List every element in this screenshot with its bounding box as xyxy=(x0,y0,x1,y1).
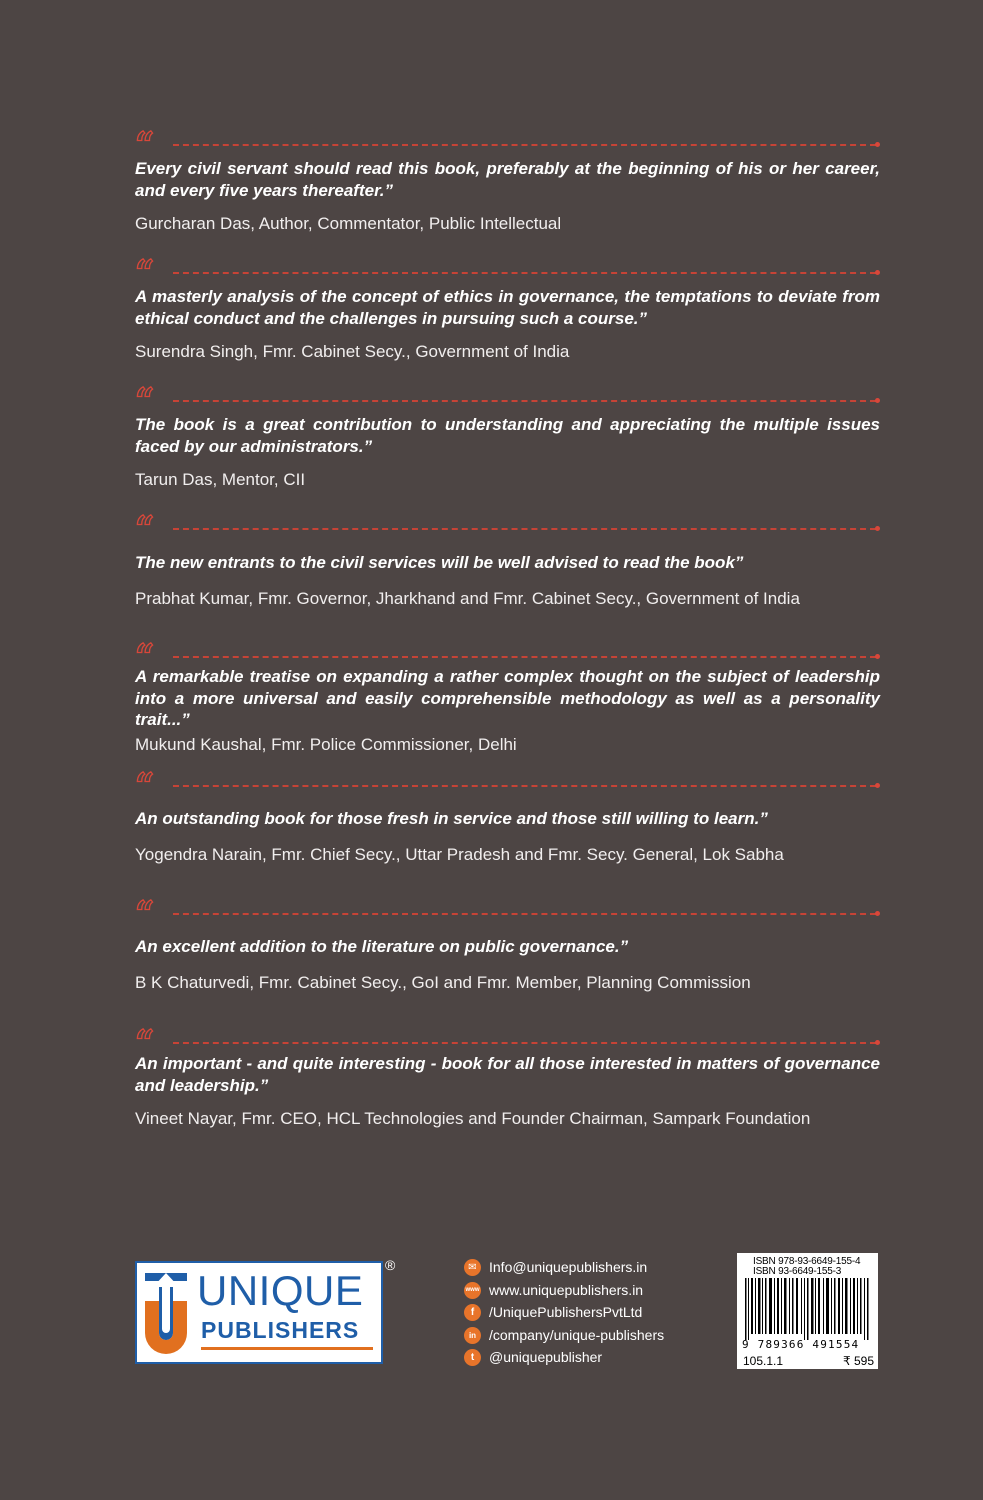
publisher-subtitle: PUBLISHERS xyxy=(201,1317,360,1343)
quote-text: A masterly analysis of the concept of ethics in governance, the temptations to deviate from ethical conduct and the challenges in pursuing such a course.” xyxy=(135,287,880,328)
facebook-icon: f xyxy=(464,1304,481,1321)
dashed-rule xyxy=(173,1042,876,1044)
testimonial xyxy=(135,125,880,256)
quote-divider xyxy=(135,1023,880,1063)
contact-website-text: www.uniquepublishers.in xyxy=(489,1281,644,1298)
contact-email-text: Info@uniquepublishers.in xyxy=(489,1259,648,1275)
isbn-barcode xyxy=(737,1253,878,1369)
quote-mark-icon: “ xyxy=(135,381,152,421)
dashed-rule xyxy=(173,144,876,146)
price: ₹ 595 xyxy=(843,1354,874,1368)
rule-end-dot xyxy=(875,270,880,275)
quote-mark-icon: “ xyxy=(135,637,152,677)
quote-divider xyxy=(135,766,880,806)
quote-divider xyxy=(135,894,880,934)
dashed-rule xyxy=(173,272,876,274)
barcode-digits: 9 789366 491554 xyxy=(742,1338,860,1351)
quote-author: Surendra Singh, Fmr. Cabinet Secy., Government of India xyxy=(135,342,570,361)
quote-mark-icon: “ xyxy=(135,766,152,806)
quote-text: The book is a great contribution to understanding and appreciating the multiple issues faced by our administrators.” xyxy=(135,415,880,456)
rule-end-dot xyxy=(875,654,880,659)
quote-mark-icon: “ xyxy=(135,1023,152,1063)
dashed-rule xyxy=(173,913,876,915)
barcode-bars xyxy=(743,1278,872,1340)
quote-mark-icon: “ xyxy=(135,894,152,934)
quote-divider xyxy=(135,125,880,165)
publisher-logo xyxy=(135,1261,383,1364)
quote-divider xyxy=(135,253,880,293)
rule-end-dot xyxy=(875,142,880,147)
testimonial xyxy=(135,1023,880,1146)
quote-author: Yogendra Narain, Fmr. Chief Secy., Uttar Pradesh and Fmr. Secy. General, Lok Sabha xyxy=(135,844,784,864)
dashed-rule xyxy=(173,785,876,787)
quote-author: B K Chaturvedi, Fmr. Cabinet Secy., GoI and Fmr. Member, Planning Commission xyxy=(135,972,751,992)
quote-author: Vineet Nayar, Fmr. CEO, HCL Technologies and Founder Chairman, Sampark Foundation xyxy=(135,1109,811,1128)
registered-mark: ® xyxy=(385,1257,396,1273)
rule-end-dot xyxy=(875,398,880,403)
quote-mark-icon: “ xyxy=(135,509,152,549)
quote-author: Prabhat Kumar, Fmr. Governor, Jharkhand and Fmr. Cabinet Secy., Government of India xyxy=(135,588,800,608)
contact-twitter-text: @uniquepublisher xyxy=(489,1349,603,1365)
testimonials xyxy=(135,125,880,1146)
twitter-icon: t xyxy=(464,1349,481,1366)
print-code: 105.1.1 xyxy=(743,1354,784,1368)
logo-underline xyxy=(201,1347,373,1350)
web-icon: www xyxy=(464,1282,481,1299)
quote-divider xyxy=(135,381,880,421)
testimonial xyxy=(135,381,880,512)
testimonial xyxy=(135,509,880,640)
dashed-rule xyxy=(173,656,876,658)
rule-end-dot xyxy=(875,783,880,788)
quote-mark-icon: “ xyxy=(135,253,152,293)
quote-text: The new entrants to the civil services will be well advised to read the book” xyxy=(135,553,744,572)
mail-icon: ✉ xyxy=(464,1259,481,1276)
dashed-rule xyxy=(173,528,876,530)
quote-author: Gurcharan Das, Author, Commentator, Public Intellectual xyxy=(135,214,562,233)
dashed-rule xyxy=(173,400,876,402)
quote-mark-icon: “ xyxy=(135,125,152,165)
publisher-u-arrow-icon xyxy=(143,1271,189,1355)
quote-text: A remarkable treatise on expanding a rather complex thought on the subject of leadership into a more universal and easily comprehensible methodology as well as a personality trait...” xyxy=(135,667,880,729)
quote-author: Mukund Kaushal, Fmr. Police Commissioner, Delhi xyxy=(135,734,517,754)
rule-end-dot xyxy=(875,1040,880,1045)
contact-linkedin-text: /company/unique-publishers xyxy=(489,1326,665,1343)
isbn-10: ISBN 93-6649-155-3 xyxy=(753,1266,842,1277)
linkedin-icon: in xyxy=(464,1327,481,1344)
isbn-13: ISBN 978-93-6649-155-4 xyxy=(753,1256,861,1267)
contact-facebook-text: /UniquePublishersPvtLtd xyxy=(489,1304,643,1320)
testimonial xyxy=(135,766,880,897)
quote-divider xyxy=(135,637,880,677)
testimonial xyxy=(135,253,880,384)
quote-text: An outstanding book for those fresh in service and those still willing to learn.” xyxy=(135,809,768,828)
rule-end-dot xyxy=(875,911,880,916)
rule-end-dot xyxy=(875,526,880,531)
publisher-name: UNIQUE xyxy=(197,1267,364,1314)
testimonial xyxy=(135,894,880,1026)
quote-text: An excellent addition to the literature on public governance.” xyxy=(135,937,629,956)
testimonial xyxy=(135,637,880,769)
quote-author: Tarun Das, Mentor, CII xyxy=(135,470,306,489)
quote-divider xyxy=(135,509,880,549)
quote-text: Every civil servant should read this book, preferably at the beginning of his or her career, and every five years thereafter.” xyxy=(135,159,880,200)
quote-text: An important - and quite interesting - book for all those interested in matters of governance and leadership.” xyxy=(135,1054,880,1095)
